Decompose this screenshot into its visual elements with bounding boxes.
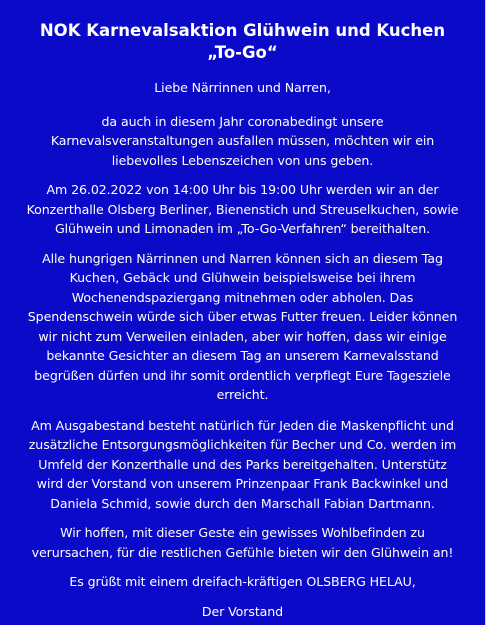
text-line: Wochenendspaziergang mitnehmen oder abholen. Das [71,289,414,305]
text-line: Glühwein und Limonaden im „To-Go-Verfahren“ bereithalten. [54,221,431,236]
greeting-text: Liebe Närrinnen und Narren, [154,80,331,95]
text-line: Daniela Schmid, sowie durch den Marschall Fabian Dartmann. [50,495,435,511]
text-line: Am 26.02.2022 von 14:00 Uhr bis 19:00 Uhr werden wir an der [46,182,439,197]
text-line: erreicht. [216,387,269,402]
text-line: da auch in diesem Jahr coronabedingt unsere [101,113,384,129]
text-line: zusätzliche Entsorgungsmöglichkeiten für Becher und Co. werden im [28,437,457,452]
text-line: Wir hoffen, mit dieser Geste ein gewisses Wohlbefinden zu [60,525,425,540]
text-line: Karnevalsveranstaltungen ausfallen müssen, möchten wir ein [50,133,435,148]
rules-paragraph [10,416,475,514]
hope-paragraph [10,523,475,562]
text-line: verursachen, für die restlichen Gefühle bieten wir den Glühwein an! [31,544,454,560]
text-line: Spendenschwein würde sich über etwas Futter freuen. Leider können [27,309,458,324]
text-line: Umfeld der Konzerthalle und des Parks bereitgehalten. Unterstütz [38,456,447,472]
intro-paragraph [10,112,475,171]
text-line: wir nicht zum Verweilen einladen, aber wir hoffen, dass wir einige [38,328,447,344]
text-line: liebevolles Lebenszeichen von uns geben. [111,152,374,168]
text-line: Konzerthalle Olsberg Berliner, Bienenstich und Streuselkuchen, sowie [26,201,459,217]
announcement-title [10,20,475,64]
title-line-1: NOK Karnevalsaktion Glühwein und Kuchen [39,21,446,40]
text-line: bekannte Gesichter an diesem Tag an unserem Karnevalsstand [46,348,439,363]
text-line: begrüßen dürfen und ihr somit ordentlich verpflegt Eure Tagesziele [34,367,451,383]
event-details-paragraph [10,180,475,239]
text-line: Kuchen, Gebäck und Glühwein beispielsweise bei ihrem [69,270,416,285]
signature-text: Der Vorstand [201,603,284,619]
invitation-paragraph [10,249,475,405]
text-line: Am Ausgabestand besteht natürlich für Jeden die Maskenpflicht und [31,417,454,433]
title-line-2: „To-Go“ [207,43,278,62]
closing-text: Es grüßt mit einem dreifach-kräftigen OLSBERG HELAU, [69,574,416,589]
text-line: wird der Vorstand von unserem Prinzenpaar Frank Backwinkel und [36,476,449,491]
page-edge [485,0,490,625]
text-line: Alle hungrigen Närrinnen und Narren können sich an diesem Tag [42,250,443,266]
